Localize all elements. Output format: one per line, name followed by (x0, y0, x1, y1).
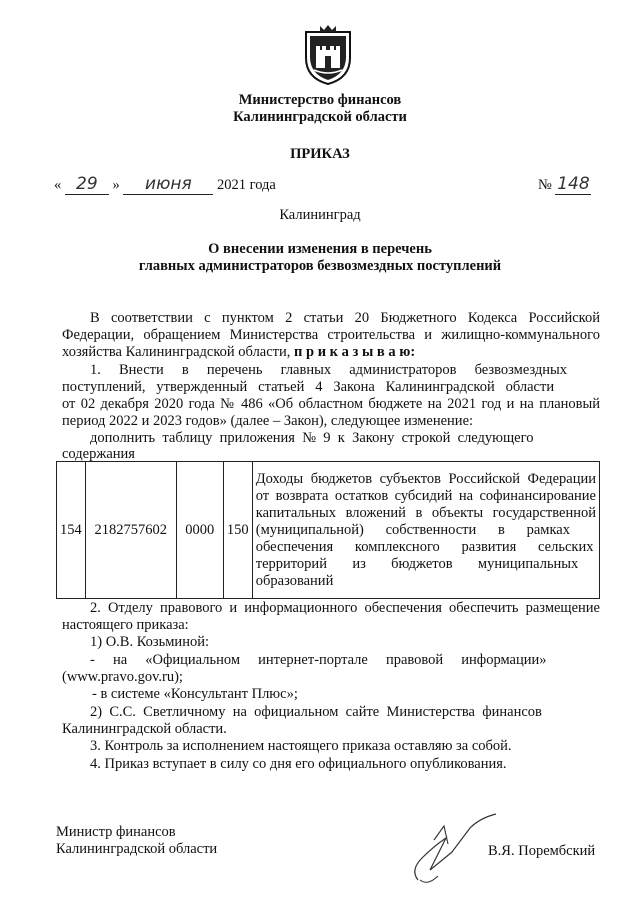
desc-line: территорий из бюджетов муниципальных (255, 555, 579, 572)
order-number (538, 176, 608, 195)
desc-line: образований (255, 572, 334, 589)
table-cell-code: 2182757602 (85, 462, 176, 599)
table-cell-num: 154 (57, 462, 86, 599)
signatory-name: В.Я. Порембский (488, 843, 596, 859)
budget-revenue-table (56, 461, 600, 599)
body-p8-line2: Калининградской области. (62, 721, 227, 737)
body-p1-line2: Федерации, обращением Министерства строительства и жилищно-коммунального (62, 327, 600, 343)
table-row (57, 462, 600, 599)
body-p4-line1: 2. Отделу правового и информационного обеспечения обеспечить размещение (90, 600, 600, 616)
desc-line: (муниципальной) собственности в рамках (255, 521, 570, 538)
number-value (555, 176, 591, 195)
body-p2-line4: период 2022 и 2023 годов» (далее – Закон), следующее изменение: (62, 413, 474, 429)
body-p8-line1: 2) С.С. Светличному на официальном сайте Министерства финансов (90, 704, 542, 720)
body-p1-line1: В соответствии с пунктом 2 статьи 20 Бюджетного Кодекса Российской (90, 310, 600, 326)
ministry-name-line1: Министерство финансов (238, 92, 402, 108)
body-p6-line1: - на «Официальном интернет-портале правовой информации» (90, 652, 547, 668)
body-p6-line2: (www.pravo.gov.ru); (62, 669, 183, 685)
body-p3-line1: дополнить таблицу приложения № 9 к Закону строкой следующего (90, 430, 534, 446)
body-p2-line2: поступлений, утвержденный статьей 4 Закона Калининградской области (62, 379, 555, 395)
body-p5: 1) О.В. Козьминой: (90, 634, 209, 650)
body-p4-line2: настоящего приказа: (62, 617, 189, 633)
body-p10: 4. Приказ вступает в силу со дня его официального опубликования. (90, 756, 507, 772)
body-p2-line1: 1. Внести в перечень главных администраторов безвозмездных (90, 362, 568, 378)
body-p1-line3-text: хозяйства Калининградской области, (62, 344, 295, 360)
subject-line2: главных администраторов безвозмездных поступлений (138, 258, 502, 274)
date-month (123, 176, 213, 195)
coat-of-arms-icon (302, 24, 354, 86)
date-day (65, 176, 109, 195)
document-title: ПРИКАЗ (290, 146, 350, 162)
signatory-position-line2: Калининградской области (56, 841, 218, 857)
body-p3-line2: содержания (62, 446, 135, 462)
desc-line: от возврата остатков субсидий на софинансирование (255, 487, 596, 504)
body-p1-command: п р и к а з ы в а ю: (294, 344, 416, 360)
date-day-handwritten: 29 (76, 174, 98, 194)
coat-of-arms-emblem (302, 24, 354, 86)
date-month-handwritten: июня (145, 174, 192, 194)
body-p7: - в системе «Консультант Плюс»; (92, 686, 298, 702)
city-name: Калининград (279, 207, 361, 223)
number-value-handwritten: 148 (557, 174, 590, 194)
order-date (54, 176, 284, 196)
desc-line: Доходы бюджетов субъектов Российской Федерации (255, 470, 596, 487)
table-cell-kosgu: 150 (223, 462, 252, 599)
table-cell-sub: 0000 (176, 462, 223, 599)
signatory-position-line1: Министр финансов (56, 824, 176, 840)
ministry-name-line2: Калининградской области (233, 109, 407, 125)
date-year: 2021 года (217, 177, 276, 193)
subject-line1: О внесении изменения в перечень (208, 241, 432, 257)
table-cell-description (252, 462, 599, 599)
desc-line: обеспечения комплексного развития сельских (255, 538, 594, 555)
body-p1-line3 (62, 344, 600, 361)
number-label: № (538, 177, 552, 193)
body-p9: 3. Контроль за исполнением настоящего приказа оставляю за собой. (90, 738, 512, 754)
body-p2-line3: от 02 декабря 2020 года № 486 «Об областном бюджете на 2021 год и на плановый (62, 396, 600, 412)
date-close-quote: » (112, 177, 120, 193)
date-open-quote: « (54, 177, 62, 193)
desc-line: капитальных вложений в объекты государственной (255, 504, 596, 521)
